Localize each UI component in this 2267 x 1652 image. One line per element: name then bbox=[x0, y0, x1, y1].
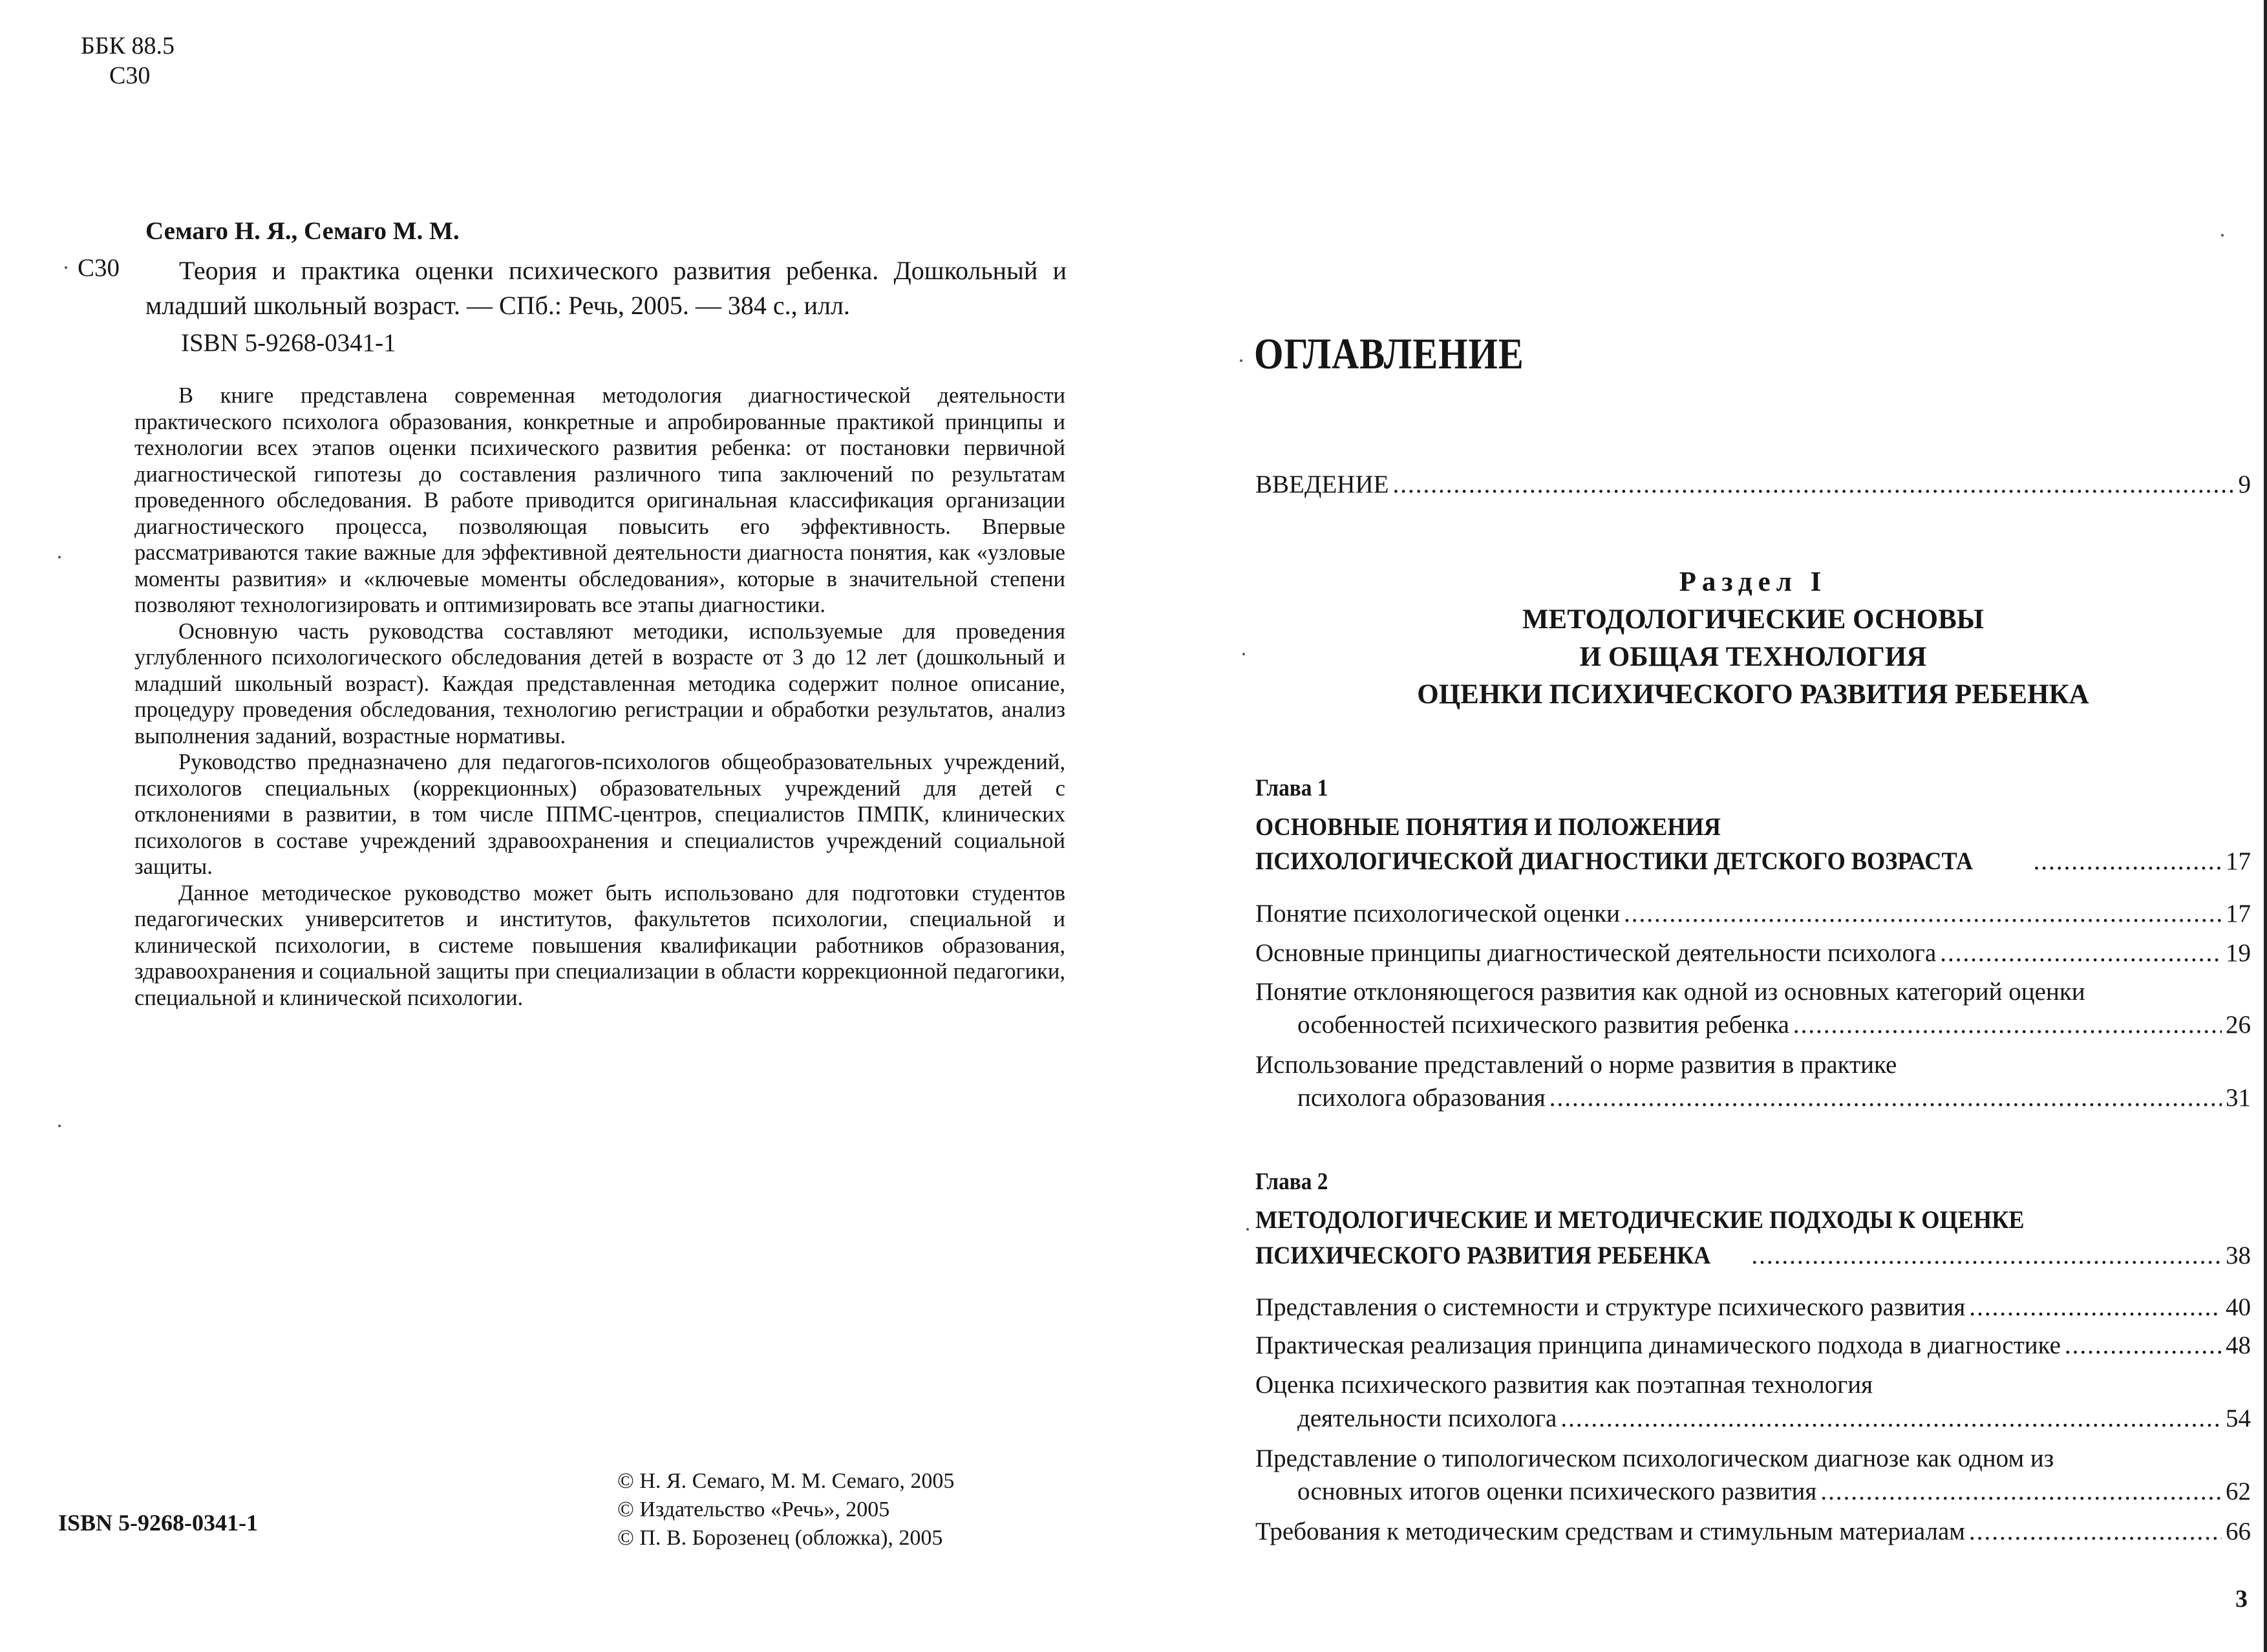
toc-entry[interactable] bbox=[1255, 1403, 2251, 1435]
toc-leader-dots bbox=[1793, 1009, 2222, 1041]
chapter-label: Глава 2 bbox=[1255, 1169, 1328, 1195]
chapter-title-line: ПСИХИЧЕСКОГО РАЗВИТИЯ РЕБЕНКА bbox=[1255, 1242, 1711, 1269]
toc-page-number: 17 bbox=[2226, 900, 2251, 927]
book-title-description: Теория и практика оценки психического развития ребенка. Дошкольный и младший школьный возраст. — СПб.: Речь, 2005. — 384 с., илл. bbox=[145, 256, 1067, 320]
toc-leader-dots bbox=[1969, 1516, 2222, 1548]
toc-entry[interactable] bbox=[1255, 1329, 2251, 1362]
toc-entry[interactable] bbox=[1255, 898, 2251, 930]
toc-leader-dots bbox=[1549, 1082, 2222, 1114]
toc-page-number: 9 bbox=[2238, 471, 2251, 498]
toc-entry-label: ВВЕДЕНИЕ bbox=[1255, 471, 1389, 498]
toc-leader-dots bbox=[1560, 1403, 2222, 1435]
copyright-line: © Издательство «Речь», 2005 bbox=[617, 1498, 890, 1521]
scan-speck bbox=[1240, 359, 1242, 362]
scan-speck bbox=[2221, 234, 2224, 237]
toc-entry-label: Представления о системности и структуре психического развития bbox=[1255, 1293, 1966, 1321]
section-heading bbox=[1255, 564, 2251, 714]
bbk-author-mark: С30 bbox=[109, 62, 151, 89]
catalog-code: С30 bbox=[78, 254, 120, 282]
toc-entry[interactable] bbox=[1255, 1476, 2251, 1508]
toc-page-number: 66 bbox=[2226, 1518, 2251, 1545]
toc-leader-dots bbox=[1624, 898, 2222, 930]
toc-entry-label: особенностей психического развития ребенка bbox=[1297, 1011, 1789, 1039]
toc-leader-dots bbox=[1969, 1291, 2222, 1324]
toc-page-number: 38 bbox=[2226, 1242, 2251, 1269]
bbk-classification bbox=[81, 31, 175, 90]
toc-entry-line: Понятие отклоняющегося развития как одной из основных категорий оценки bbox=[1255, 978, 2085, 1006]
toc-page-number: 19 bbox=[2226, 939, 2251, 967]
abstract-paragraph: Данное методическое руководство может быть использовано для подготовки студентов педагогических университетов и институтов, факультетов психологии, специальной и клинической психологии, в системе повышения квалификации работников образования, здравоохранения и социальной защиты при специализации в области коррекционной педагогики, специальной и клинической психологии. bbox=[134, 880, 1065, 1010]
toc-entry-line: Представление о типологическом психологическом диагнозе как одном из bbox=[1255, 1445, 2054, 1472]
toc-entry-label: основных итогов оценки психического развития bbox=[1297, 1477, 1817, 1505]
toc-entry-label: Понятие психологической оценки bbox=[1255, 900, 1620, 927]
toc-page-number: 31 bbox=[2226, 1084, 2251, 1112]
toc-entry[interactable] bbox=[1255, 1082, 2251, 1114]
toc-leader-dots bbox=[2034, 845, 2222, 878]
abstract-paragraph: В книге представлена современная методология диагностической деятельности практического психолога образования, конкретные и апробированные практикой принципы и технологии всех этапов оценки психического развития ребенка: от постановки первичной диагностической гипотезы до составления различного типа заключений по результатам проведенного обследования. В работе приводится оригинальная классификация организации диагностического процесса, позволяющая повысить его эффективность. Впервые рассматриваются такие важные для эффективной деятельности диагноста понятия, как «узловые моменты развития» и «ключевые моменты обследования», которые в значительной степени позволяют технологизировать и оптимизировать все этапы диагностики. bbox=[134, 383, 1065, 617]
scan-speck bbox=[1242, 653, 1245, 655]
toc-entry[interactable] bbox=[1255, 1009, 2251, 1041]
scan-speck bbox=[58, 556, 61, 558]
copyright-line: © Н. Я. Семаго, М. М. Семаго, 2005 bbox=[617, 1469, 955, 1493]
section-title-line: МЕТОДОЛОГИЧЕСКИЕ ОСНОВЫ bbox=[1522, 604, 1985, 635]
section-title-line: И ОБЩАЯ ТЕХНОЛОГИЯ bbox=[1579, 642, 1927, 672]
toc-entry-label: Требования к методическим средствам и стимульным материалам bbox=[1255, 1518, 1965, 1545]
chapter-label: Глава 1 bbox=[1255, 775, 1328, 801]
scan-speck bbox=[1246, 1228, 1249, 1231]
toc-leader-dots bbox=[1940, 937, 2222, 969]
section-title-line: ОЦЕНКИ ПСИХИЧЕСКОГО РАЗВИТИЯ РЕБЕНКА bbox=[1417, 679, 2089, 710]
toc-entry-line: Использование представлений о норме развития в практике bbox=[1255, 1051, 1897, 1079]
toc-page-number: 48 bbox=[2226, 1331, 2251, 1359]
toc-entry[interactable] bbox=[1255, 937, 2251, 969]
toc-entry-label: Практическая реализация принципа динамического подхода в диагностике bbox=[1255, 1331, 2061, 1359]
toc-page-number: 40 bbox=[2226, 1293, 2251, 1321]
toc-leader-dots bbox=[1820, 1476, 2222, 1508]
chapter-title-line: ПСИХОЛОГИЧЕСКОЙ ДИАГНОСТИКИ ДЕТСКОГО ВОЗРАСТА bbox=[1255, 847, 1974, 875]
toc-entry[interactable] bbox=[1255, 1516, 2251, 1548]
abstract-paragraph: Основную часть руководства составляют методики, используемые для проведения углубленного психологического обследования детей в возрасте от 3 до 12 лет (дошкольный и младший школьный возраст). Каждая представленная методика содержит полное описание, процедуру проведения обследования, технологию регистрации и обработки результатов, анализ выполнения заданий, возрастные нормативы. bbox=[134, 619, 1065, 748]
toc-leader-dots bbox=[1392, 469, 2234, 501]
toc-page-number: 17 bbox=[2226, 847, 2251, 875]
page-number: 3 bbox=[2235, 1585, 2248, 1613]
toc-entry-label: деятельности психолога bbox=[1297, 1404, 1557, 1432]
toc-entry[interactable] bbox=[1255, 1291, 2251, 1324]
copyright-line: © П. В. Борозенец (обложка), 2005 bbox=[617, 1526, 943, 1550]
scan-speck bbox=[58, 1125, 61, 1127]
copyright-block bbox=[617, 1467, 954, 1552]
toc-entry-intro[interactable] bbox=[1255, 469, 2251, 501]
toc-leader-dots bbox=[1751, 1240, 2222, 1272]
toc-page-number: 54 bbox=[2226, 1404, 2251, 1432]
toc-entry-chapter-2[interactable] bbox=[1255, 1240, 2251, 1272]
toc-entry-label: психолога образования bbox=[1297, 1084, 1546, 1112]
toc-leader-dots bbox=[2065, 1329, 2222, 1362]
abstract bbox=[134, 383, 1065, 1011]
toc-entry-label: Основные принципы диагностической деятельности психолога bbox=[1255, 939, 1937, 967]
toc-entry-chapter-1[interactable] bbox=[1255, 845, 2251, 878]
toc-entry-line: Оценка психического развития как поэтапная технология bbox=[1255, 1371, 1873, 1399]
abstract-paragraph: Руководство предназначено для педагогов-психологов общеобразовательных учреждений, психологов специальных (коррекционных) образовательных учреждений для детей с отклонениями в развитии, в том числе ППМС-центров, специалистов ПМПК, клинических психологов в составе учреждений здравоохранения и специалистов учреждений социальной защиты. bbox=[134, 750, 1065, 879]
section-label: Раздел I bbox=[1679, 567, 1827, 597]
toc-heading: ОГЛАВЛЕНИЕ bbox=[1254, 329, 1524, 378]
toc-page-number: 26 bbox=[2226, 1011, 2251, 1039]
bbk-code: ББК 88.5 bbox=[81, 32, 175, 59]
chapter-title-line: ОСНОВНЫЕ ПОНЯТИЯ И ПОЛОЖЕНИЯ bbox=[1255, 813, 1721, 841]
isbn-bottom: ISBN 5-9268-0341-1 bbox=[58, 1510, 259, 1536]
toc-page-number: 62 bbox=[2226, 1477, 2251, 1505]
isbn-top: ISBN 5-9268-0341-1 bbox=[181, 329, 396, 357]
chapter-title-line: МЕТОДОЛОГИЧЕСКИЕ И МЕТОДИЧЕСКИЕ ПОДХОДЫ К ОЦЕНКЕ bbox=[1255, 1206, 2025, 1234]
scan-speck bbox=[65, 266, 67, 269]
authors: Семаго Н. Я., Семаго М. М. bbox=[145, 217, 460, 245]
page-edge bbox=[2264, 0, 2267, 1652]
